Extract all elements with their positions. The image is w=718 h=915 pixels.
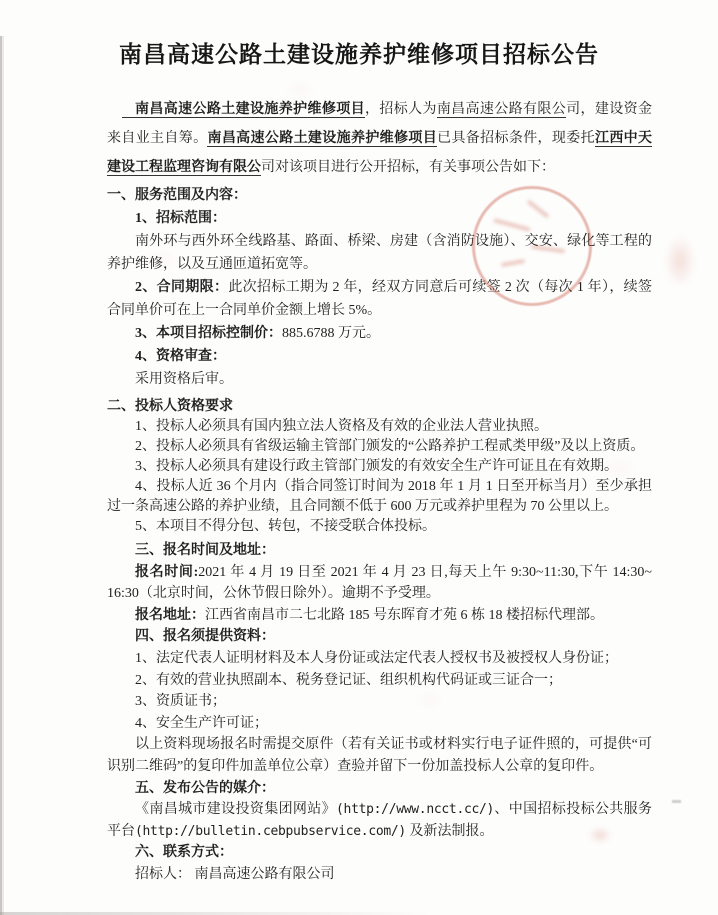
intro-block	[107, 95, 652, 182]
qualification-item: 5、本项目不得分包、转包，不接受联合体投标。	[135, 519, 436, 534]
intro-text-1: ，招标人为	[364, 102, 437, 117]
section-2-qualifications	[107, 397, 652, 537]
section-1-heading: 一、服务范围及内容：	[107, 188, 247, 203]
bidder-label: 招标人：	[135, 866, 195, 882]
media-url-1: (http://www.ncct.cc/)	[336, 802, 495, 818]
red-seal-stamp	[472, 186, 592, 306]
qualification-item: 4、投标人近 36 个月内（指合同签订时间为 2018 年 1 月 1 日至开标当月）至少承担过一条高速公路的养护业绩，且合同额不低于 600 万元或养护里程为 70 公里以上。	[107, 479, 652, 514]
contract-term-body: 此次招标工期为 2 年，经双方同意后可续签 2 次（每次 1 年），续签合同单价可在上一合同单价金额上增长 5%。	[107, 280, 653, 318]
registration-time-value: 2021 年 4 月 19 日至 2021 年 4 月 23 日,每天上午 9:30~11:30,下午 14:30~​16:30（北京时间，公休节假日除外）。逾期不予受理。	[107, 564, 652, 602]
project-name-underlined-2: 南昌高速公路土建设施养护维修项目	[207, 131, 438, 146]
project-name-underlined-1: 南昌高速公路土建设施养护维修项目	[122, 102, 365, 118]
section-3-heading: 三、报名时间及地址：	[135, 543, 275, 558]
seal-mark	[501, 259, 525, 267]
qualification-review-body: 采用资格后审。	[135, 372, 233, 387]
registration-address	[107, 605, 652, 627]
intro-text-4: 司对该项目进行公开招标，有关事项公告如下：	[261, 160, 555, 175]
contract-term-label: 2、合同期限：	[135, 280, 229, 295]
registration-address-label: 报名地址：	[135, 607, 205, 623]
qualification-item: 2、投标人必须具有省级运输主管部门颁发的“公路养护工程贰类甲级”及以上资质。	[135, 439, 645, 454]
section-2-heading: 二、投标人资格要求	[107, 399, 233, 414]
control-price-label: 3、本项目招标控制价：	[135, 326, 282, 341]
seal-mark	[531, 245, 565, 254]
red-ink-smudge	[588, 826, 612, 844]
registration-address-value: 江西省南昌市二七北路 185 号东晖育才苑 6 栋 18 楼招标代理部。	[205, 607, 604, 623]
required-document-item: 1、法定代表人证明材料及本人身份证或法定代表人授权书及被授权人身份证；	[135, 650, 618, 666]
scope-item-body: 南外环与西外环全线路基、路面、桥梁、房建（含消防设施）、交安、绿化等工程的养护维修，以及互通匝道拓宽等。	[107, 234, 652, 272]
bidder-name-underlined: 南昌高速公路有限公	[436, 102, 567, 117]
registration-time	[107, 562, 652, 605]
scope-item-label: 1、招标范围：	[135, 211, 226, 226]
qualification-review-label: 4、资格审查：	[135, 349, 226, 364]
control-price-value: 885.6788 万元。	[282, 326, 380, 341]
media-text-2: 、中国招标投标公共服务平台	[107, 802, 653, 839]
intro-paragraph	[107, 95, 652, 182]
section-4-heading: 四、报名须提供资料：	[135, 629, 275, 645]
red-ink-smudge	[664, 234, 696, 288]
required-document-item: 4、安全生产许可证；	[135, 715, 268, 731]
agency-name-underlined: 江西中天建设工程监理咨询有限公	[107, 131, 653, 175]
intro-text-3: 已具备招标条件，现委托	[437, 131, 595, 146]
required-document-item: 3、资质证书；	[135, 694, 226, 710]
seal-mark	[493, 218, 531, 232]
bidder-value: 南昌高速公路有限公司	[194, 866, 335, 882]
media-text-1: 《南昌城市建设投资集团网站》	[135, 802, 337, 818]
media-url-2: (http://bulletin.cebpubservice.com/)	[135, 823, 406, 839]
scan-left-edge-shadow	[2, 36, 4, 915]
required-document-item: 2、有效的营业执照副本、税务登记证、组织机构代码证或三证合一；	[135, 672, 562, 688]
qualification-item: 3、投标人必须具有建设行政主管部门颁发的有效安全生产许可证且在有效期。	[135, 459, 618, 474]
section-5-heading: 五、发布公告的媒介：	[135, 780, 275, 796]
sections-3-to-6	[107, 540, 652, 886]
scan-speck	[672, 800, 681, 803]
qualification-item: 1、投标人必须具有国内独立法人资格及有效的企业法人营业执照。	[135, 419, 548, 434]
media-text-3: 及新法制报。	[405, 823, 494, 839]
control-price-item	[107, 322, 652, 345]
registration-time-label: 报名时间:	[135, 564, 199, 580]
intro-text-2: 司，建设资金来自业主自筹。	[107, 102, 653, 146]
notice-title: 南昌高速公路土建设施养护维修项目招标公告	[119, 42, 599, 67]
scanned-tender-notice-page	[0, 36, 718, 915]
seal-mark	[527, 199, 550, 218]
section-6-heading: 六、联系方式：	[135, 845, 233, 861]
bidder-contact-line	[107, 864, 652, 886]
required-documents-note: 以上资料现场报名时需提交原件（若有关证书或材料实行电子证件照的，可提供“可识别二维码”的复印件加盖单位公章）查验并留下一份加盖投标人公章的复印件。	[107, 737, 652, 774]
announcement-media	[107, 799, 652, 842]
